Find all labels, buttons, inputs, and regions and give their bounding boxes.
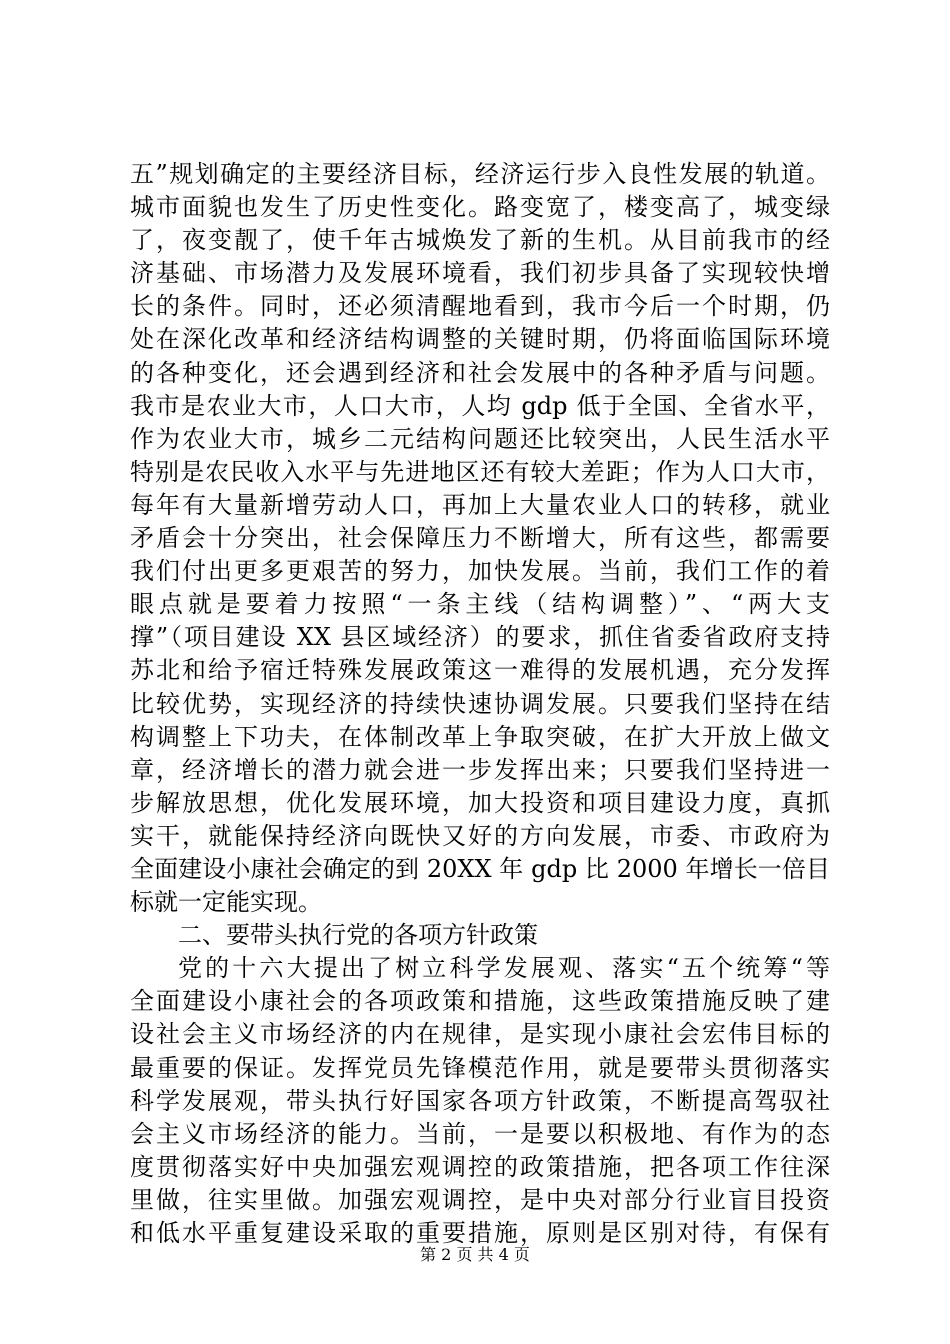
text-line: 构调整上下功夫，在体制改革上争取突破，在扩大开放上做文: [130, 722, 830, 751]
text-line: 的各种变化，还会遇到经济和社会发展中的各种矛盾与问题。: [130, 358, 830, 387]
text-line: 眼点就是要着力按照“一条主线（结构调整）”、“两大支: [130, 590, 830, 619]
text-line: 度贯彻落实好中央加强宏观调控的政策措施，把各项工作往深: [130, 1152, 830, 1181]
section-heading: 二、要带头执行党的各项方针政策: [178, 921, 538, 950]
text-line: 会主义市场经济的能力。当前，一是要以积极地、有作为的态: [130, 1119, 830, 1148]
text-line: 实干，就能保持经济向既快又好的方向发展，市委、市政府为: [130, 821, 830, 850]
body-text: [130, 158, 830, 1250]
text-line: 撑”（项目建设 XX 县区域经济）的要求，抓住省委省政府支持: [130, 623, 830, 652]
text-line: 长的条件。同时，还必须清醒地看到，我市今后一个时期，仍: [130, 292, 830, 321]
text-line: 全面建设小康社会的各项政策和措施，这些政策措施反映了建: [130, 987, 830, 1016]
text-line: 了，夜变靓了，使千年古城焕发了新的生机。从目前我市的经: [130, 226, 830, 255]
text-line: 最重要的保证。发挥党员先锋模范作用，就是要带头贯彻落实: [130, 1053, 830, 1082]
text-line: 苏北和给予宿迁特殊发展政策这一难得的发展机遇，充分发挥: [130, 656, 830, 685]
text-line: 全面建设小康社会确定的到 20XX 年 gdp 比 2000 年增长一倍目: [130, 854, 830, 883]
text-line: 处在深化改革和经济结构调整的关键时期，仍将面临国际环境: [130, 325, 830, 354]
text-line: 里做，往实里做。加强宏观调控，是中央对部分行业盲目投资: [130, 1185, 830, 1214]
text-line: 城市面貌也发生了历史性变化。路变宽了，楼变高了，城变绿: [130, 193, 830, 222]
text-line: 矛盾会十分突出，社会保障压力不断增大，所有这些，都需要: [130, 524, 830, 553]
text-line: 设社会主义市场经济的内在规律，是实现小康社会宏伟目标的: [130, 1020, 830, 1049]
text-line: 特别是农民收入水平与先进地区还有较大差距；作为人口大市，: [130, 457, 830, 486]
text-line: 和低水平重复建设采取的重要措施，原则是区别对待，有保有: [130, 1219, 830, 1247]
page-number: 第 2 页 共 4 页: [420, 1245, 530, 1264]
text-line: 步解放思想，优化发展环境，加大投资和项目建设力度，真抓: [130, 788, 830, 817]
text-line: 济基础、市场潜力及发展环境看，我们初步具备了实现较快增: [130, 259, 830, 288]
text-line: 科学发展观，带头执行好国家各项方针政策，不断提高驾驭社: [130, 1086, 830, 1115]
text-line: 党的十六大提出了树立科学发展观、落实“五个统筹“等: [178, 954, 830, 983]
text-line: 我们付出更多更艰苦的努力，加快发展。当前，我们工作的着: [130, 557, 830, 586]
text-line: 每年有大量新增劳动人口，再加上大量农业人口的转移，就业: [130, 490, 830, 519]
text-line: 比较优势，实现经济的持续快速协调发展。只要我们坚持在结: [130, 689, 830, 718]
text-line: 标就一定能实现。: [130, 888, 322, 917]
text-line: 五”规划确定的主要经济目标，经济运行步入良性发展的轨道。: [130, 160, 830, 188]
page-footer: [0, 1244, 950, 1266]
text-line: 章，经济增长的潜力就会进一步发挥出来；只要我们坚持进一: [130, 755, 830, 784]
text-line: 我市是农业大市，人口大市，人均 gdp 低于全国、全省水平，: [130, 391, 830, 420]
text-line: 作为农业大市，城乡二元结构问题还比较突出，人民生活水平: [130, 424, 830, 453]
